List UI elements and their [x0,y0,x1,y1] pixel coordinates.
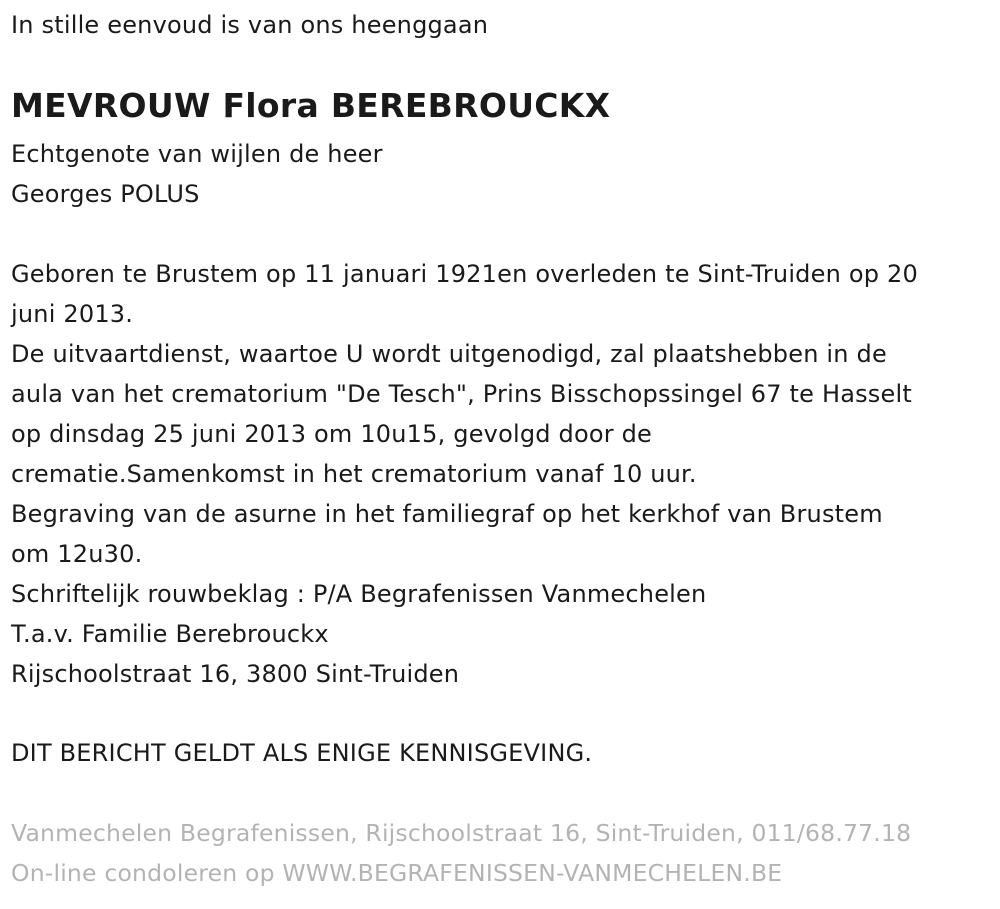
footer-condolence-link[interactable]: On-line condoleren op WWW.BEGRAFENISSEN-VANMECHELEN.BE [11,859,783,887]
details-line: om 12u30. [11,540,143,568]
details-line: Rijschoolstraat 16, 3800 Sint-Truiden [11,660,460,688]
footer-address: Vanmechelen Begrafenissen, Rijschoolstraat 16, Sint-Truiden, 011/68.77.18 [11,819,912,847]
intro-text: In stille eenvoud is van ons heenggaan [11,11,489,39]
spouse-block [11,134,383,214]
details-line: op dinsdag 25 juni 2013 om 10u15, gevolgd door de [11,420,653,448]
footer-block [11,813,911,893]
spouse-line: Echtgenote van wijlen de heer [11,140,383,168]
deceased-name: MEVROUW Flora BEREBROUCKX [11,86,611,125]
details-line: Begraving van de asurne in het familiegraf op het kerkhof van Brustem [11,500,883,528]
details-line: De uitvaartdienst, waartoe U wordt uitgenodigd, zal plaatshebben in de [11,340,887,368]
details-line: Schriftelijk rouwbeklag : P/A Begrafenissen Vanmechelen [11,580,707,608]
details-block [11,254,918,694]
details-line: juni 2013. [11,300,134,328]
details-line: crematie.Samenkomst in het crematorium vanaf 10 uur. [11,460,697,488]
details-line: Geboren te Brustem op 11 januari 1921en overleden te Sint-Truiden op 20 [11,260,918,288]
details-line: aula van het crematorium "De Tesch", Prins Bisschopssingel 67 te Hasselt [11,380,912,408]
notice-text: DIT BERICHT GELDT ALS ENIGE KENNISGEVING. [11,739,593,767]
details-line: T.a.v. Familie Berebrouckx [11,620,329,648]
spouse-name: Georges POLUS [11,180,200,208]
